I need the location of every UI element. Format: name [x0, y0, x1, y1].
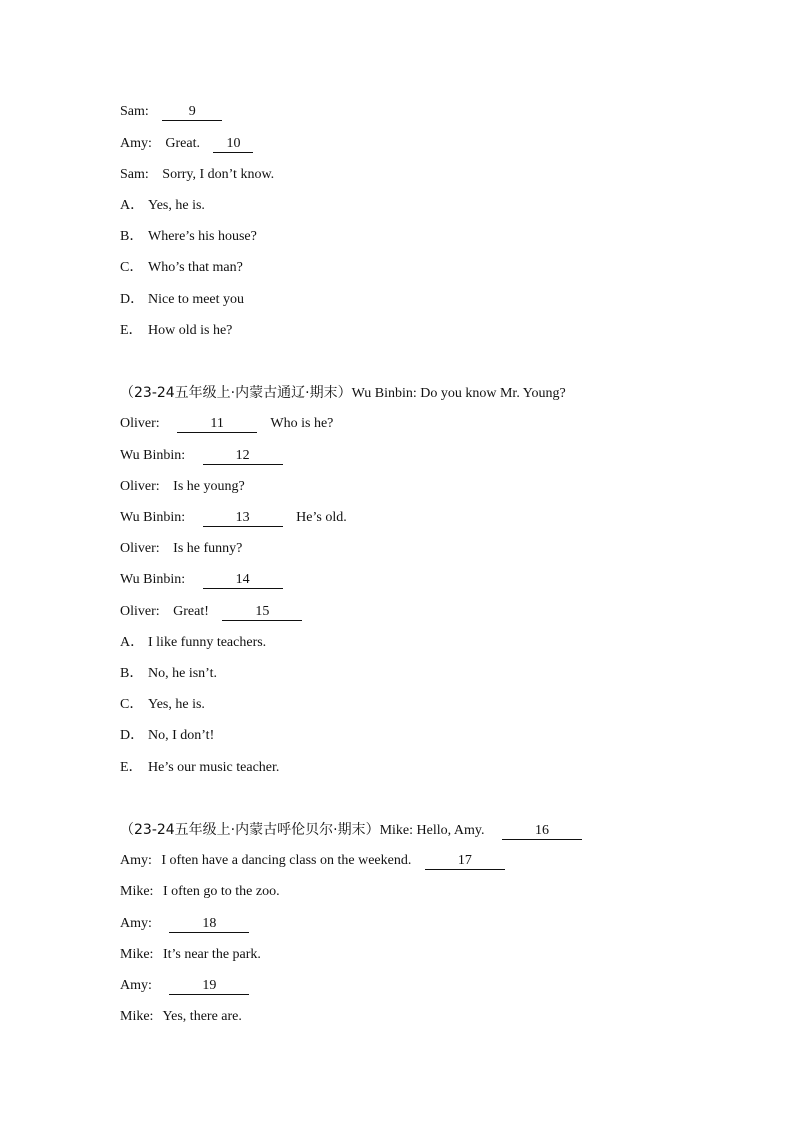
option-c [120, 695, 205, 715]
option-text: Yes, he is. [148, 697, 205, 712]
option-letter: B． [120, 666, 144, 681]
dialogue-line-mike [120, 882, 280, 902]
speaker: Wu Binbin: [120, 572, 186, 587]
speaker: Mike: [120, 1009, 154, 1024]
option-d [120, 726, 214, 746]
option-e [120, 321, 232, 341]
speaker: Oliver: [120, 604, 160, 619]
dialogue-text: Is he funny? [173, 541, 243, 556]
option-text: Nice to meet you [148, 292, 245, 307]
dialogue-text: Who is he? [270, 416, 334, 431]
dialogue-line-mike [120, 945, 261, 965]
dialogue-line-amy-19 [120, 976, 249, 996]
option-letter: B． [120, 229, 144, 244]
option-text: No, he isn’t. [148, 666, 217, 681]
dialogue-text: He’s old. [296, 510, 347, 525]
option-e [120, 758, 279, 778]
option-letter: E． [120, 323, 143, 338]
speaker: Oliver: [120, 416, 160, 431]
dialogue-line-oliver [120, 539, 242, 559]
option-letter: C． [120, 260, 144, 275]
dialogue-line-sam [120, 165, 274, 185]
dialogue-line-wubinbin-12 [120, 446, 283, 466]
option-text: Yes, he is. [148, 198, 205, 213]
option-letter: D． [120, 728, 145, 743]
option-text: No, I don’t! [148, 728, 215, 743]
answer-blank-17: 17 [425, 853, 505, 870]
dialogue-line-wubinbin-13 [120, 508, 347, 528]
dialogue-line-amy-10 [120, 134, 253, 154]
answer-blank-19: 19 [169, 978, 249, 995]
dialogue-text: Great. [165, 136, 200, 151]
option-a [120, 633, 266, 653]
speaker: Amy: [120, 853, 152, 868]
dialogue-line-oliver-11 [120, 414, 333, 434]
dialogue-text: I often have a dancing class on the weekend. [161, 853, 412, 868]
dialogue-text: Yes, there are. [162, 1009, 242, 1024]
speaker: Amy: [120, 916, 152, 931]
speaker: Mike: [120, 884, 154, 899]
speaker: Sam: [120, 167, 149, 182]
speaker: Mike: [120, 947, 154, 962]
option-letter: A． [120, 198, 145, 213]
option-text: How old is he? [148, 323, 233, 338]
speaker: Amy: [120, 136, 152, 151]
option-text: Who’s that man? [148, 260, 243, 275]
dialogue-line-mike [120, 1007, 242, 1027]
dialogue-line-sam-9 [120, 102, 222, 122]
speaker: Sam: [120, 104, 149, 119]
dialogue-line-wubinbin-14 [120, 570, 283, 590]
answer-blank-11: 11 [177, 416, 257, 433]
answer-blank-18: 18 [169, 916, 249, 933]
section3-heading [120, 820, 582, 840]
dialogue-line-oliver-15 [120, 602, 302, 622]
dialogue-text: It’s near the park. [162, 947, 261, 962]
speaker: Amy: [120, 978, 152, 993]
dialogue-text: I often go to the zoo. [162, 884, 280, 899]
option-d [120, 290, 244, 310]
speaker: Wu Binbin: [120, 448, 186, 463]
dialogue-text: Sorry, I don’t know. [162, 167, 275, 182]
source-label: （23-24五年级上·内蒙古通辽·期末） [120, 385, 352, 401]
option-b [120, 227, 257, 247]
option-letter: E． [120, 760, 143, 775]
option-text: Where’s his house? [148, 229, 257, 244]
option-letter: D． [120, 292, 145, 307]
option-b [120, 664, 217, 684]
answer-blank-15: 15 [222, 604, 302, 621]
dialogue-text: Mike: Hello, Amy. [379, 823, 485, 838]
speaker: Oliver: [120, 541, 160, 556]
dialogue-text: Great! [173, 604, 209, 619]
option-text: I like funny teachers. [148, 635, 267, 650]
dialogue-line-oliver [120, 477, 245, 497]
answer-blank-10: 10 [213, 136, 253, 153]
option-c [120, 258, 243, 278]
speaker: Wu Binbin: [120, 510, 186, 525]
speaker: Oliver: [120, 479, 160, 494]
option-letter: C． [120, 697, 144, 712]
answer-blank-14: 14 [203, 572, 283, 589]
answer-blank-9: 9 [162, 104, 222, 121]
answer-blank-12: 12 [203, 448, 283, 465]
dialogue-line-amy-18 [120, 914, 249, 934]
dialogue-text: Wu Binbin: Do you know Mr. Young? [351, 386, 566, 401]
answer-blank-16: 16 [502, 823, 582, 840]
dialogue-line-amy-17 [120, 851, 505, 871]
source-label: （23-24五年级上·内蒙古呼伦贝尔·期末） [120, 822, 380, 838]
section2-heading [120, 383, 566, 403]
dialogue-text: Is he young? [173, 479, 245, 494]
option-text: He’s our music teacher. [148, 760, 280, 775]
answer-blank-13: 13 [203, 510, 283, 527]
option-a [120, 196, 205, 216]
option-letter: A． [120, 635, 145, 650]
